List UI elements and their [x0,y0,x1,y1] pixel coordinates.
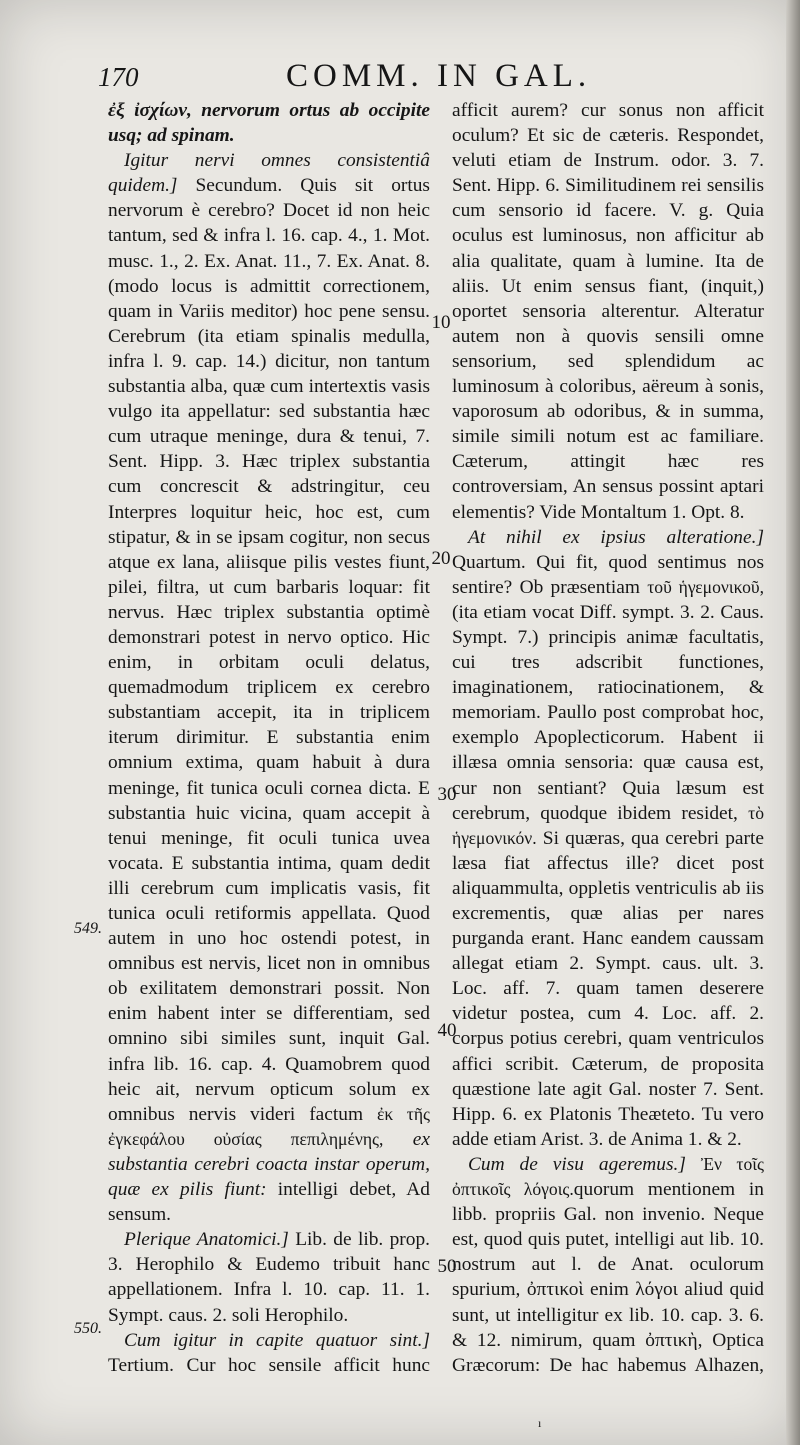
greek-term: Ἐν τοῖς ὀπτικοῖς λόγοις. [452,1153,764,1200]
commentary-text: Secundum. Quis sit ortus nervorum è cerebro? Docet id non heic tantum, sed & infra l. 16. cap. 4., 1. Mot. musc. 1., 2. Ex. Anat. 11., 7. Ex. Anat. 8. (modo locus is admittit correctionem, quam in Variis meditor) hoc pene sensu. Cerebrum (ita etiam spinalis medulla, infra l. 9. cap. 14.) dicitur, non tantum substantia alba, quæ cum intertextis vasis vulgo ita appellatur: sed substantia hæc cum utraque meninge, dura & tenui, 7. Sent. Hipp. 3. Hæc triplex substantia cum concrescit & adstringitur, ceu Interpres loquitur heic, hoc est, cum stipatur, & in se ipsam cogitur, non secus atque ex lana, aliisque pilis vestes fiunt, pilei, filtra, ut cum barbaris loquar: fit nervus. Hæc triplex substantia optimè demonstrari potest in nervo optico. Hic enim, in orbitam oculi delatus, quemadmodum triplicem ex cerebro substantiam accepit, ita in triplicem iterum dirimitur. E substantia enim omnium extima, quam habuit à dura meninge, fit tunica oculi cornea dicta. E substantia huic vicina, quam accepit à tenui meninge, fit oculi tunica uvea vocata. E substantia intima, quam dedit illi cerebrum cum implicatis vasis, fit tunica oculi retiformis appellata. Quod autem in uno hoc ostendi potest, in omnibus est nervis, licet non in omnibus ob exilitatem demonstrari possit. Non enim habent inter se differentiam, sed omnino sibi similes sunt, inquit Gal. infra lib. 16. cap. 4. Quamobrem quod heic ait, nervum opticum solum ex omnibus nervis videri factum [108,175,430,1125]
right-para-2 [452,525,764,1152]
commentary-text: Si quæras, qua cerebri parte læsa fiat affectus ille? dicet post aliquammulta, oppletis ventriculis ab iis excrementis, quæ alias per nares purganda erant. Hanc eandem caussam allegat etiam 2. Sympt. caus. ult. 3. Loc. aff. 7. quam tamen deserere videtur postea, cum 4. Loc. aff. 2. corpus potius cerebri, quam ventriculos affici scribit. Cæterum, de proposita quæstione late agit Gal. noster 7. Sent. Hipp. 6. ex Platonis Theæteto. Tu vero adde etiam Arist. 3. de Anima 1. & 2. [452,827,764,1150]
lemma: Cum de visu ageremus.] [468,1153,686,1175]
commentary-text: intelligi debet, Ad sensum. [108,1179,430,1226]
commentary-text: Lib. de lib. prop. 3. Herophilo & Eudemo tribuit hanc appellationem. Infra l. 10. cap. 11. 1. Sympt. caus. 2. soli Herophilo. [108,1229,430,1326]
greek-quote: ἐκ τῆς ἐγκεφάλου οὐσίας πεπιλημένης, [108,1103,430,1149]
left-column [108,98,430,1380]
page-gutter [786,0,800,1445]
line-number: 10 [431,312,451,333]
margin-reference: 550. [74,1320,102,1337]
lemma: Igitur nervi omnes consistentiâ quidem.] [108,150,430,197]
right-para-3 [452,1152,764,1380]
line-number: 40 [437,1020,457,1041]
left-para-1: ἐξ ἰσχίων, nervorum ortus ab occipite usq; ad spinam. [108,100,430,147]
margin-reference: 549. [74,920,102,937]
running-head: COMM. IN GAL. [286,58,592,94]
greek-term: τὸ ἡγεμονικόν. [452,802,764,848]
line-number: 30 [437,784,457,805]
commentary-text: Tertium. Cur hoc sensile afficit hunc [108,1354,430,1376]
lemma: Cum igitur in capite quatuor sint.] [124,1329,430,1351]
line-number: 50 [437,1256,457,1277]
footer-mark: ı [538,1416,542,1430]
left-para-2 [108,148,430,1227]
lemma: Plerique Anatomici.] [124,1229,289,1251]
lemma: At nihil ex ipsius alteratione.] [468,526,764,548]
italic-gloss: ex substantia cerebri coacta instar operum, quæ ex pilis fiunt: [108,1128,430,1201]
page-header [98,58,778,98]
commentary-text: quorum mentionem in libb. propriis Gal. non invenio. Neque est, quod quis putet, intelligi aut lib. 10. nostrum aut l. de Anat. oculorum spurium, ὀπτικοὶ enim λόγοι aliud quid sunt, ut intelligitur ex lib. 10. cap. 3. 6. & 12. nimirum, quam ὀπτικὴ, Optica Græcorum: De hac habemus Alhazen, [452,1179,764,1376]
right-column [452,98,764,1380]
greek-term: τοῦ ἡγεμονικοῦ, [647,576,764,597]
line-number: 20 [431,548,451,569]
right-para-1: afficit aurem? cur sonus non afficit oculum? Et sic de cæteris. Respondet, veluti etiam de Instrum. odor. 3. 7. Sent. Hipp. 6. Similitudinem rei sensilis cum sensorio id facere. V. g. Quia oculus est luminosus, non afficitur ab alia qualitate, quam à lumine. Ita de aliis. Ut enim sensus fiant, (inquit,) oportet sensoria alterentur. Alteratur autem non à quovis sensili omne sensorium, sed splendidum ac luminosum à coloribus, aëreum à sonis, vaporosum ab odoribus, & in summa, simile simili notum est ac familiare. Cæterum, attingit hæc res controversiam, An sensus possint aptari elementis? Vide Montaltum 1. Opt. 8. [452,100,764,523]
left-para-3 [108,1227,430,1327]
left-para-4 [108,1328,430,1380]
page-number: 170 [98,62,139,92]
commentary-text: Quartum. Qui fit, quod sentimus nos sentire? Ob præsentiam [452,551,764,598]
commentary-text: (ita etiam vocat Diff. sympt. 3. 2. Caus. Sympt. 7.) principis animæ facultatis, cui tres adscribit functiones, imaginationem, ratiocinationem, & memoriam. Paullo post comprobat hoc, exemplo Apoplecticorum. Habent ii illæsa omnia sensoria: quæ causa est, cur non sentiant? Quia læsum est cerebrum, quodque ibidem residet, [452,601,764,824]
